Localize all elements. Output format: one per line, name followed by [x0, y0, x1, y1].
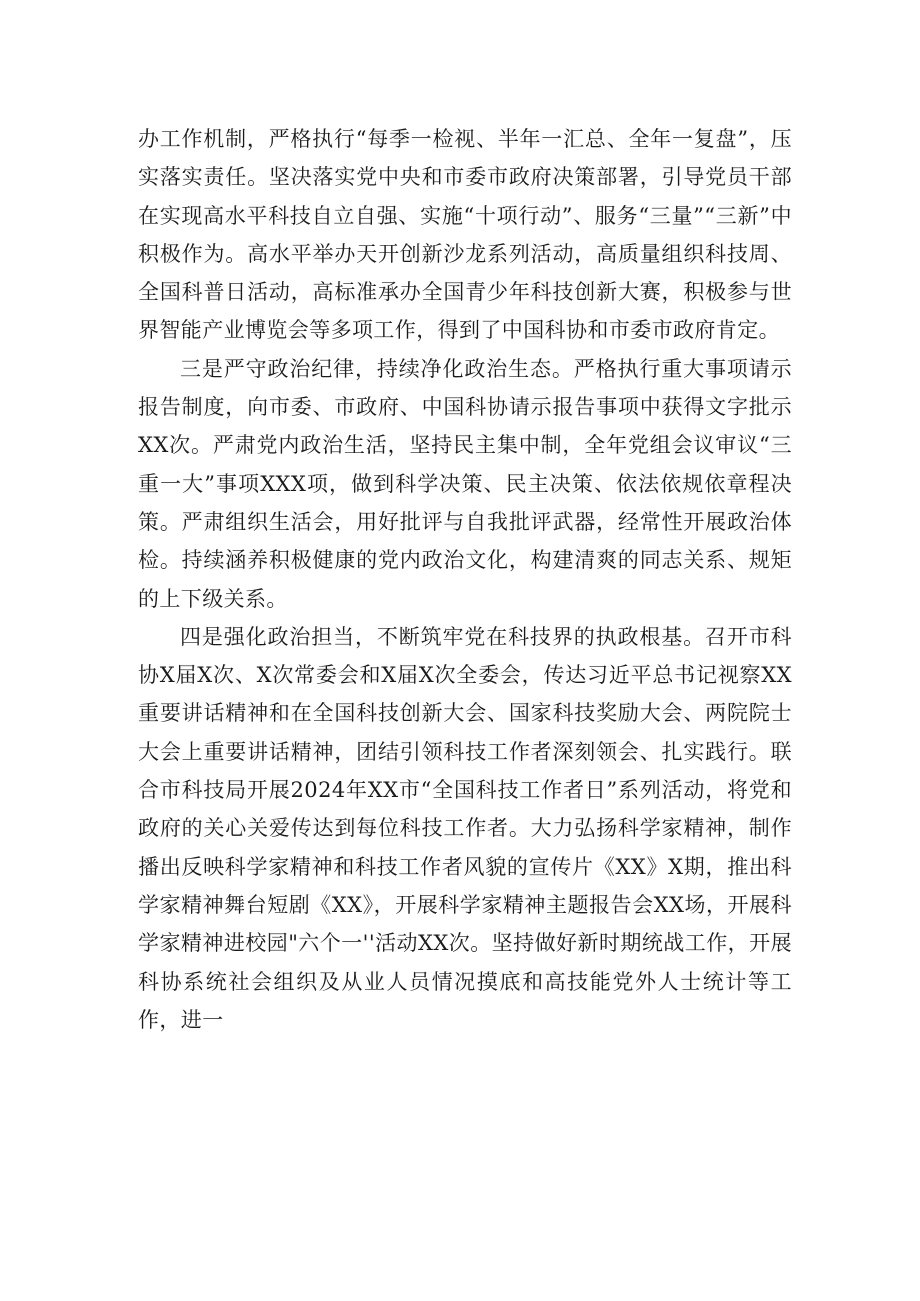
document-body	[138, 120, 792, 1039]
paragraph-political-responsibility: 四是强化政治担当，不断筑牢党在科技界的执政根基。召开市科协X届X次、X次常委会和X届X次全委会，传达习近平总书记视察XX重要讲话精神和在全国科技创新大会、国家科技奖励大会、两院院士大会上重要讲话精神，团结引领科技工作者深刻领会、扎实践行。联合市科技局开展2024年XX市“全国科技工作者日”系列活动，将党和政府的关心关爱传达到每位科技工作者。大力弘扬科学家精神，制作播出反映科学家精神和科技工作者风貌的宣传片《XX》X期，推出科学家精神舞台短剧《XX》，开展科学家精神主题报告会XX场，开展科学家精神进校园"六个一''活动XX次。坚持做好新时期统战工作，开展科协系统社会组织及从业人员情况摸底和高技能党外人士统计等工作，进一	[138, 624, 792, 1032]
paragraph-work-mechanism: 办工作机制，严格执行“每季一检视、半年一汇总、全年一复盘”，压实落实责任。坚决落实党中央和市委市政府决策部署，引导党员干部在实现高水平科技自立自强、实施“十项行动”、服务“三量”“三新”中积极作为。高水平举办天开创新沙龙系列活动，高质量组织科技周、全国科普日活动，高标准承办全国青少年科技创新大赛，积极参与世界智能产业博览会等多项工作，得到了中国科协和市委市政府肯定。	[138, 127, 792, 343]
paragraph-political-discipline: 三是严守政治纪律，持续净化政治生态。严格执行重大事项请示报告制度，向市委、市政府、中国科协请示报告事项中获得文字批示XX次。严肃党内政治生活，坚持民主集中制，全年党组会议审议“三重一大”事项XXX项，做到科学决策、民主决策、依法依规依章程决策。严肃组织生活会，用好批评与自我批评武器，经常性开展政治体检。持续涵养积极健康的党内政治文化，构建清爽的同志关系、规矩的上下级关系。	[138, 356, 792, 611]
